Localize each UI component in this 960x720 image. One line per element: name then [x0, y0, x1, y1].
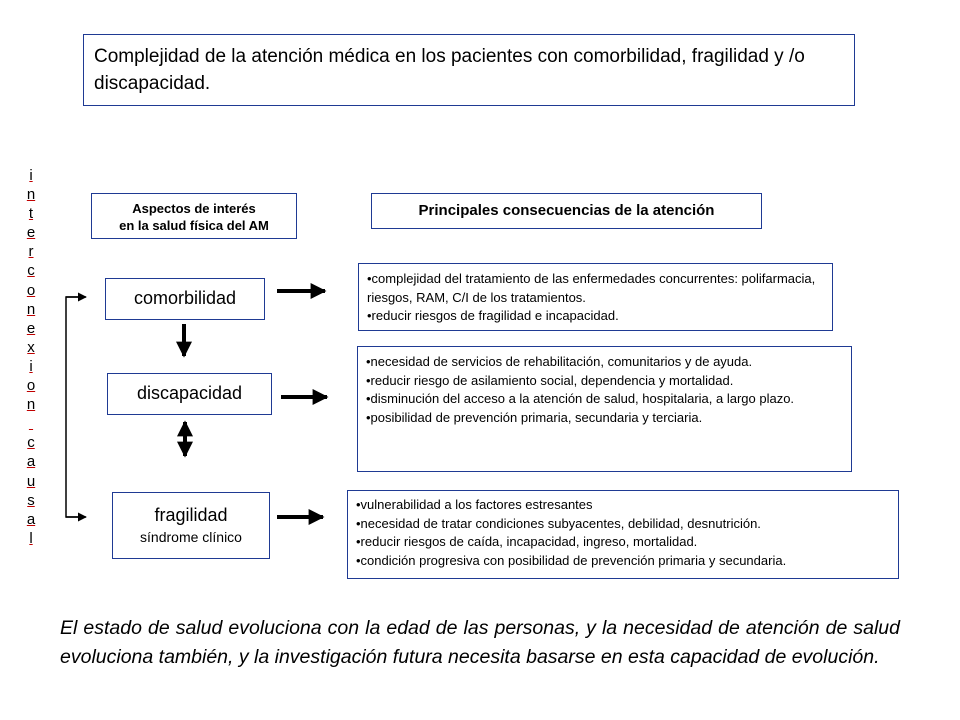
consequence-item: •condición progresiva con posibilidad de prevención primaria y secundaria. — [356, 552, 787, 568]
vertical-letter: s — [27, 491, 35, 509]
vertical-letter: a — [26, 453, 36, 471]
vertical-letter: o — [26, 377, 36, 395]
vertical-letter: n — [26, 186, 36, 204]
consequence-item: •necesidad de servicios de rehabilitación, comunitarios y de ayuda. — [366, 354, 753, 369]
node-fragilidad-label: fragilidad — [154, 505, 228, 525]
vertical-letter: c — [27, 434, 35, 452]
consequence-item: •necesidad de tratar condiciones subyacentes, debilidad, desnutrición. — [356, 515, 761, 531]
vertical-letter: t — [28, 205, 34, 223]
vertical-letter: i — [29, 167, 33, 184]
header-aspectos-line1: Aspectos de interés — [132, 201, 256, 216]
footer-text: El estado de salud evoluciona con la edad de las personas, y la necesidad de atención de salud evoluciona también, y la investigación futura necesita basarse en esta capacidad de evolución. — [60, 617, 900, 668]
diagram-title: Complejidad de la atención médica en los pacientes con comorbilidad, fragilidad y /o discapacidad. — [94, 46, 805, 94]
vertical-letter: a — [26, 510, 36, 528]
consequence-item: •reducir riesgos de fragilidad e incapacidad. — [367, 308, 619, 323]
vertical-letter: c — [27, 262, 35, 280]
vertical-letter: n — [26, 396, 36, 414]
vertical-letter: n — [26, 300, 36, 318]
node-fragilidad-sublabel: síndrome clínico — [140, 529, 242, 545]
vertical-letter: r — [28, 243, 34, 261]
header-aspectos-line2: en la salud física del AM — [119, 218, 269, 233]
consequence-item: •reducir riesgo de asilamiento social, dependencia y mortalidad. — [366, 372, 734, 388]
vertical-letter: x — [27, 338, 35, 356]
consequence-item: •vulnerabilidad a los factores estresantes — [356, 497, 593, 512]
consequence-item: •posibilidad de prevención primaria, secundaria y terciaria. — [366, 409, 703, 425]
vertical-letter: o — [26, 281, 36, 299]
header-consecuencias-label: Principales consecuencias de la atención — [418, 202, 715, 219]
bracket-interconexion — [66, 297, 78, 517]
vertical-letter: e — [26, 319, 36, 337]
vertical-letter: l — [29, 529, 33, 547]
consequence-item: •complejidad del tratamiento de las enfermedades concurrentes: polifarmacia, riesgos, RAM, C/I de los tratamientos. — [367, 271, 816, 305]
vertical-letter: u — [26, 472, 36, 490]
vertical-letter: i — [29, 357, 33, 375]
node-comorbilidad-label: comorbilidad — [133, 288, 237, 308]
consequence-item: •reducir riesgos de caída, incapacidad, ingreso, mortalidad. — [356, 534, 698, 549]
vertical-letter: e — [26, 224, 36, 242]
consequence-item: •disminución del acceso a la atención de salud, hospitalaria, a largo plazo. — [366, 391, 795, 406]
node-discapacidad-label: discapacidad — [136, 383, 243, 403]
